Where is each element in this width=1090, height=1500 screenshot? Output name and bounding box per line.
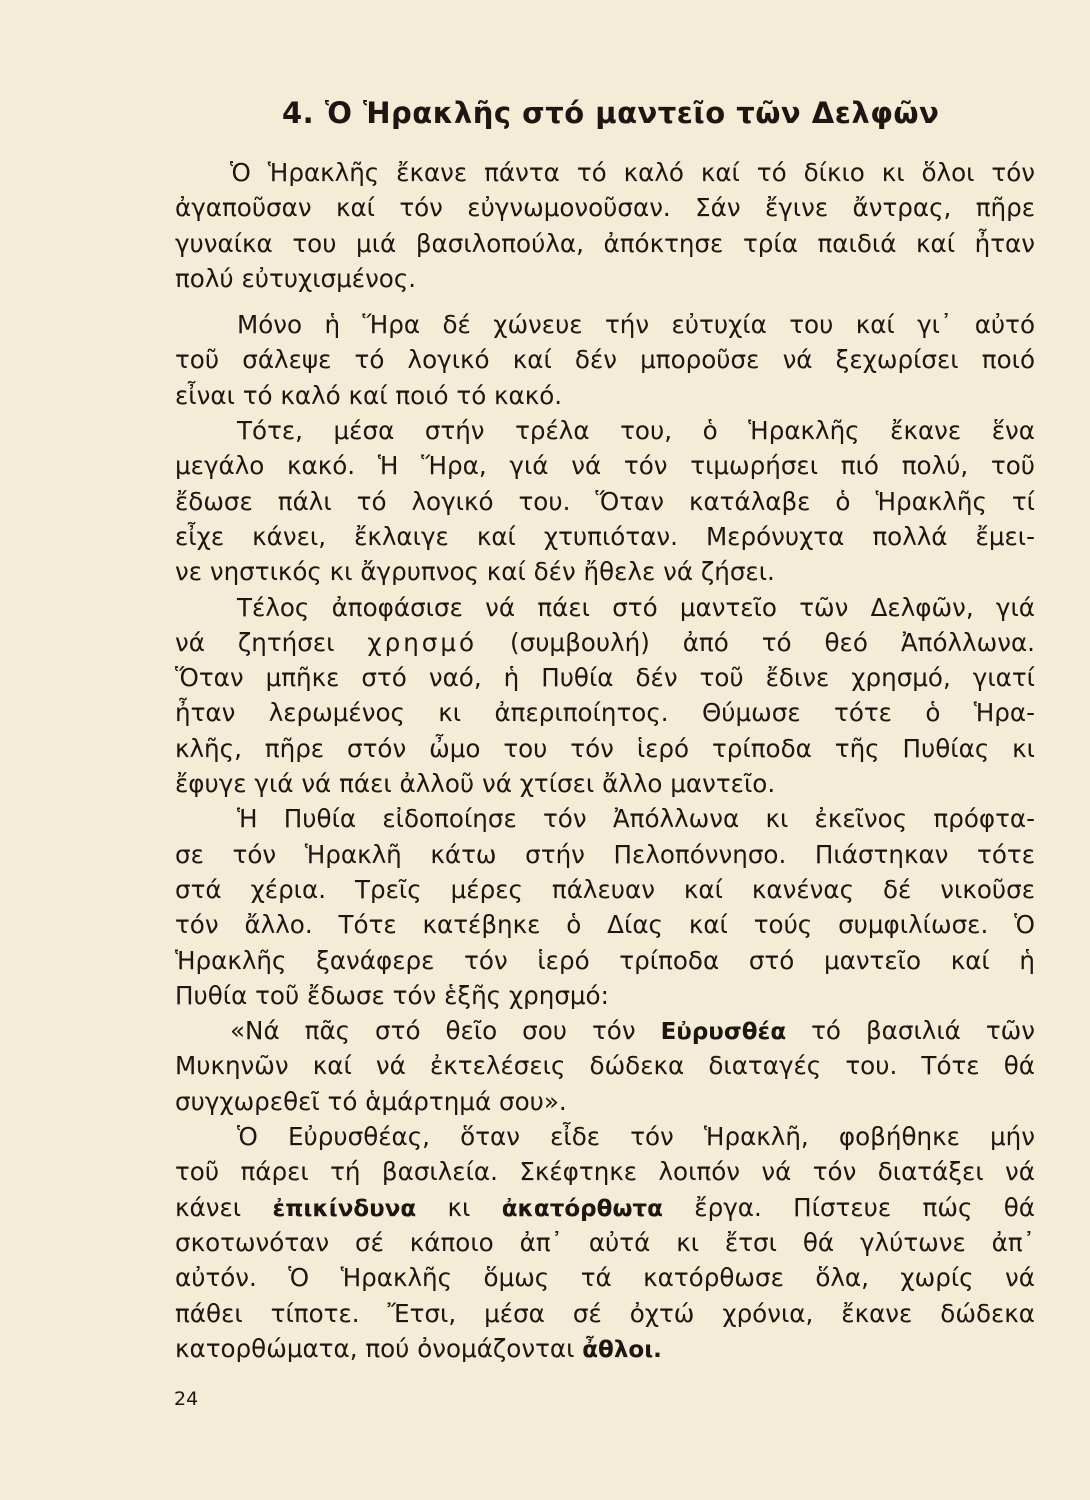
- chapter-body: [175, 155, 1035, 1366]
- text-line: [175, 1190, 1035, 1225]
- spaced-term: χρησμό: [367, 627, 478, 657]
- text-run: κάνει: [175, 1192, 242, 1222]
- text-line: αὐτόν. Ὁ Ἡρακλῆς ὅμως τά κατόρθωσε ὅλα, χωρίς νά: [175, 1263, 1035, 1293]
- paragraph-5: [175, 801, 1035, 1013]
- text-run: (συμβουλή) ἀπό τό θεό Ἀπόλλωνα.: [510, 627, 1035, 657]
- bold-term: ἆθλοι.: [582, 1336, 662, 1363]
- text-line: Ὁ Εὐρυσθέας, ὅταν εἶδε τόν Ἡρακλῆ, φοβήθηκε μήν: [237, 1122, 1035, 1152]
- paragraph-6: [175, 1119, 1035, 1366]
- text-line: μεγάλο κακό. Ἡ Ἥρα, γιά νά τόν τιμωρήσει πιό πολύ, τοῦ: [175, 451, 1035, 481]
- text-line: πάθει τίποτε. Ἔτσι, μέσα σέ ὀχτώ χρόνια, ἔκανε δώδεκα: [175, 1298, 1035, 1328]
- text-line: [175, 1331, 1035, 1366]
- text-line: Μυκηνῶν καί νά ἐκτελέσεις δώδεκα διαταγές του. Τότε θά: [175, 1051, 1035, 1081]
- text-line: Τέλος ἀποφάσισε νά πάει στό μαντεῖο τῶν Δελφῶν, γιά: [237, 592, 1035, 622]
- text-line: [175, 1013, 1035, 1048]
- text-line: τοῦ πάρει τή βασιλεία. Σκέφτηκε λοιπόν νά τόν διατάξει νά: [175, 1157, 1035, 1187]
- text-line: στά χέρια. Τρεῖς μέρες πάλευαν καί κανένας δέ νικοῦσε: [175, 874, 1035, 904]
- text-line: σε τόν Ἡρακλῆ κάτω στήν Πελοπόννησο. Πιάστηκαν τότε: [175, 839, 1035, 869]
- text-line: συγχωρεθεῖ τό ἁμάρτημά σου».: [175, 1086, 567, 1116]
- text-line: Τότε, μέσα στήν τρέλα του, ὁ Ἡρακλῆς ἔκανε ἕνα: [237, 416, 1035, 446]
- text-line: Πυθία τοῦ ἔδωσε τόν ἑξῆς χρησμό:: [175, 980, 609, 1010]
- text-line: Μόνο ἡ Ἥρα δέ χώνευε τήν εὐτυχία του καί γι᾽ αὐτό: [237, 310, 1035, 340]
- paragraph-1: [175, 155, 1035, 296]
- chapter-title-text: Ὁ Ἡρακλῆς στό μαντεῖο τῶν Δελφῶν: [324, 96, 940, 130]
- text-line: Ὅταν μπῆκε στό ναό, ἡ Πυθία δέν τοῦ ἔδινε χρησμό, γιατί: [175, 663, 1035, 693]
- chapter-number: 4.: [282, 96, 315, 130]
- bold-term: Εὐρυσθέα: [660, 1019, 787, 1046]
- text-line: πολύ εὐτυχισμένος.: [175, 263, 417, 293]
- text-run: ἔργα. Πίστευε πώς θά: [694, 1192, 1035, 1222]
- text-line: σκοτωνόταν σέ κάποιο ἀπ᾽ αὐτά κι ἔτσι θά γλύτωνε ἀπ᾽: [175, 1227, 1035, 1257]
- text-line: νε νηστικός κι ἄγρυπνος καί δέν ἤθελε νά ζήσει.: [175, 557, 775, 587]
- text-line: τοῦ σάλεψε τό λογικό καί δέν μποροῦσε νά ξεχωρίσει ποιό: [175, 345, 1035, 375]
- text-line: Ἡρακλῆς ξανάφερε τόν ἱερό τρίποδα στό μαντεῖο καί ἡ: [175, 945, 1035, 975]
- text-run: «Νά πᾶς στό θεῖο σου τόν: [230, 1016, 636, 1046]
- text-line: Ἡ Πυθία εἰδοποίησε τόν Ἀπόλλωνα κι ἐκεῖνος πρόφτα-: [237, 804, 1035, 834]
- text-line: εἶχε κάνει, ἔκλαιγε καί χτυπιόταν. Μερόνυχτα πολλά ἔμει-: [175, 521, 1035, 551]
- text-run: νά ζητήσει: [175, 627, 335, 657]
- bold-term: ἀκατόρθωτα: [501, 1195, 663, 1222]
- text-run: κατορθώματα, πού ὀνομάζονται: [175, 1333, 575, 1363]
- text-line: κλῆς, πῆρε στόν ὦμο του τόν ἱερό τρίποδα τῆς Πυθίας κι: [175, 733, 1035, 763]
- text-line: τόν ἄλλο. Τότε κατέβηκε ὁ Δίας καί τούς συμφιλίωσε. Ὁ: [175, 910, 1035, 940]
- paragraph-3: [175, 413, 1035, 589]
- text-line: ἔδωσε πάλι τό λογικό του. Ὅταν κατάλαβε ὁ Ἡρακλῆς τί: [175, 486, 1035, 516]
- paragraph-4: [175, 590, 1035, 802]
- text-line: Ὁ Ἡρακλῆς ἔκανε πάντα τό καλό καί τό δίκιο κι ὅλοι τόν: [230, 158, 1035, 187]
- chapter-title: [282, 96, 939, 130]
- text-run: τό βασιλιά τῶν: [811, 1016, 1035, 1046]
- text-line: [175, 625, 1035, 660]
- text-run: κι: [447, 1192, 471, 1222]
- text-line: ἔφυγε γιά νά πάει ἀλλοῦ νά χτίσει ἄλλο μαντεῖο.: [175, 769, 776, 799]
- page-number: 24: [174, 1388, 199, 1410]
- text-line: γυναίκα του μιά βασιλοπούλα, ἀπόκτησε τρία παιδιά καί ἦταν: [175, 228, 1035, 258]
- text-line: ἀγαποῦσαν καί τόν εὐγνωμονοῦσαν. Σάν ἔγινε ἄντρας, πῆρε: [175, 193, 1035, 223]
- oracle-quote: [175, 1013, 1035, 1119]
- paragraph-2: [175, 307, 1035, 413]
- text-line: ἦταν λερωμένος κι ἀπεριποίητος. Θύμωσε τότε ὁ Ἡρα-: [175, 698, 1035, 728]
- text-line: εἶναι τό καλό καί ποιό τό κακό.: [175, 380, 563, 410]
- bold-term: ἐπικίνδυνα: [272, 1195, 417, 1222]
